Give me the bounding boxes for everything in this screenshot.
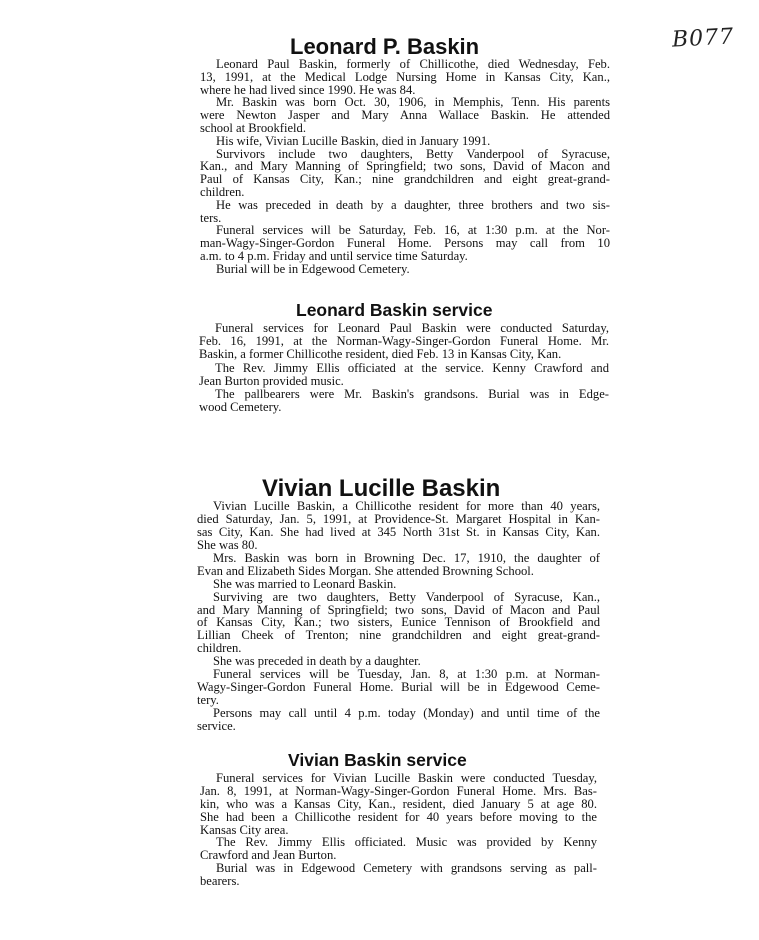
article-title-vivian-service: Vivian Baskin service: [288, 750, 467, 770]
text-line: were Newton Jasper and Mary Anna Wallace Baskin. He attended: [200, 108, 610, 123]
text-line: Feb. 16, 1991, at the Norman-Wagy-Singer-Gordon Funeral Home. Mr.: [199, 334, 609, 349]
text-line: Wagy-Singer-Gordon Funeral Home. Burial will be in Edgewood Ceme-: [197, 680, 600, 695]
article-body-vivian-service: [200, 772, 597, 888]
text-line: Kan., and Mary Manning of Springfield; two sons, David of Macon and: [200, 159, 610, 174]
text-line: The pallbearers were Mr. Baskin's grandsons. Burial was in Edge-: [215, 386, 609, 401]
text-line: Jan. 8, 1991, at Norman-Wagy-Singer-Gordon Funeral Home. Mrs. Bas-: [200, 783, 597, 798]
text-line: She was preceded in death by a daughter.: [213, 654, 421, 669]
article-body-leonard-service: [199, 322, 609, 414]
text-line: wood Cemetery.: [199, 400, 282, 415]
text-line: man-Wagy-Singer-Gordon Funeral Home. Persons may call from 10: [200, 236, 610, 251]
text-line: Funeral services will be Saturday, Feb. 16, at 1:30 p.m. at the Nor-: [216, 223, 610, 238]
text-line: The Rev. Jimmy Ellis officiated at the service. Kenny Crawford and: [215, 360, 609, 375]
text-line: Survivors include two daughters, Betty Vanderpool of Syracuse,: [216, 146, 610, 161]
text-line: tery.: [197, 693, 219, 708]
article-title-vivian-obituary: Vivian Lucille Baskin: [262, 475, 501, 502]
article-body-leonard-obituary: [200, 58, 610, 276]
text-line: Burial will be in Edgewood Cemetery.: [216, 261, 410, 276]
text-line: Baskin, a former Chillicothe resident, died Feb. 13 in Kansas City, Kan.: [199, 347, 562, 362]
text-line: children.: [197, 641, 242, 656]
text-line: Burial was in Edgewood Cemetery with grandsons serving as pall-: [216, 861, 597, 876]
text-line: children.: [200, 184, 245, 199]
text-line: sas City, Kan. She had lived at 345 North 31st St. in Kansas City, Kan.: [197, 524, 600, 539]
text-line: Evan and Elizabeth Sides Morgan. She attended Browning School.: [197, 563, 534, 578]
text-line: Leonard Paul Baskin, formerly of Chillicothe, died Wednesday, Feb.: [216, 57, 610, 71]
article-body-vivian-obituary: [197, 500, 600, 733]
text-line: Vivian Lucille Baskin, a Chillicothe resident for more than 40 years,: [213, 499, 600, 513]
text-line: Lillian Cheek of Trenton; nine grandchildren and eight great-grand-: [197, 628, 600, 643]
text-line: Funeral services for Leonard Paul Baskin were conducted Saturday,: [215, 321, 609, 335]
text-line: service.: [197, 718, 236, 733]
text-line: kin, who was a Kansas City, Kan., resident, died January 5 at age 80.: [200, 796, 597, 811]
handwritten-annotation: B077: [671, 24, 735, 53]
text-line: She was 80.: [197, 537, 258, 552]
text-line: of Kansas City, Kan.; two sisters, Eunice Tennison of Brookfield and: [197, 615, 600, 630]
text-line: He was preceded in death by a daughter, three brothers and two sis-: [216, 197, 610, 212]
text-line: Funeral services for Vivian Lucille Baskin were conducted Tuesday,: [216, 771, 597, 785]
text-line: ters.: [200, 210, 222, 225]
text-line: school at Brookfield.: [200, 120, 306, 135]
text-line: and Mary Manning of Springfield; two sons, David of Macon and Paul: [197, 602, 600, 617]
text-line: bearers.: [200, 874, 240, 889]
article-title-leonard-obituary: Leonard P. Baskin: [290, 34, 480, 59]
text-line: Paul of Kansas City, Kan.; nine grandchildren and eight great-grand-: [200, 172, 610, 187]
article-title-leonard-service: Leonard Baskin service: [296, 300, 493, 320]
text-line: Surviving are two daughters, Betty Vanderpool of Syracuse, Kan.,: [213, 589, 600, 604]
text-line: Crawford and Jean Burton.: [200, 848, 337, 863]
text-line: The Rev. Jimmy Ellis officiated. Music was provided by Kenny: [216, 835, 597, 850]
text-line: Mrs. Baskin was born in Browning Dec. 17, 1910, the daughter of: [213, 550, 600, 565]
text-line: Funeral services will be Tuesday, Jan. 8, at 1:30 p.m. at Norman-: [213, 667, 600, 682]
text-line: Mr. Baskin was born Oct. 30, 1906, in Memphis, Tenn. His parents: [216, 95, 610, 110]
text-line: 13, 1991, at the Medical Lodge Nursing Home in Kansas City, Kan.,: [200, 69, 610, 84]
text-line: died Saturday, Jan. 5, 1991, at Providence-St. Margaret Hospital in Kan-: [197, 511, 600, 526]
text-line: His wife, Vivian Lucille Baskin, died in January 1991.: [216, 133, 491, 148]
text-line: Kansas City area.: [200, 822, 289, 837]
text-line: She was married to Leonard Baskin.: [213, 576, 397, 591]
text-line: Persons may call until 4 p.m. today (Monday) and until time of the: [213, 706, 600, 720]
text-line: Jean Burton provided music.: [199, 373, 344, 388]
text-line: a.m. to 4 p.m. Friday and until service time Saturday.: [200, 248, 468, 263]
text-line: where he had lived since 1990. He was 84.: [200, 82, 416, 97]
text-line: She had been a Chillicothe resident for 40 years before moving to the: [200, 809, 597, 824]
